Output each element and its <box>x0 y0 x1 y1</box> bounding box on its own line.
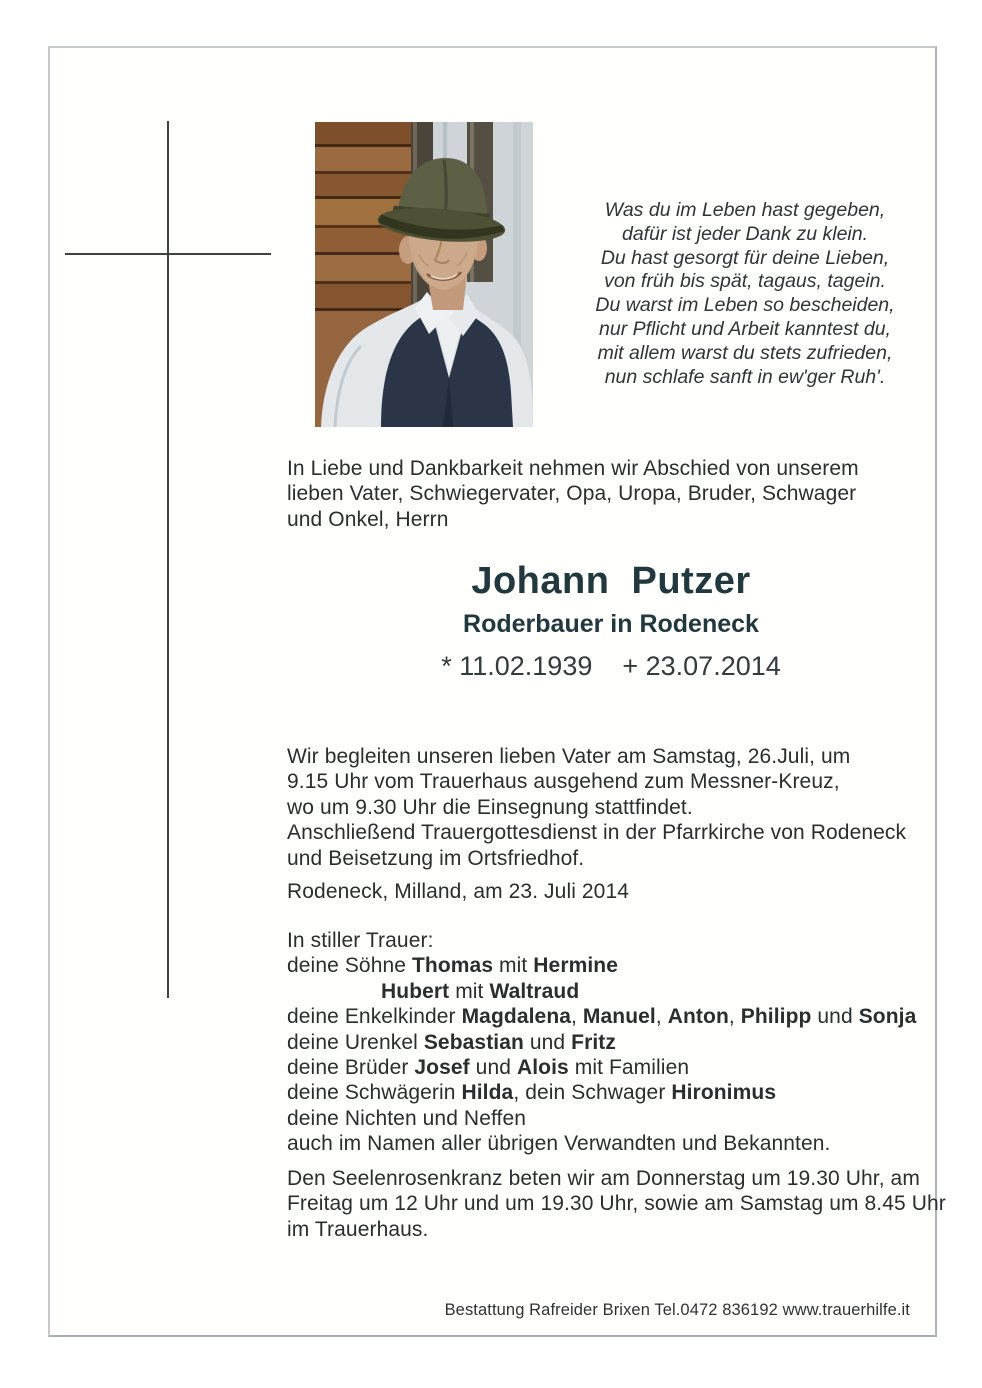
mourner-line: deine Söhne Thomas mit Hermine <box>287 954 619 978</box>
mourners-section <box>287 928 967 1157</box>
mourner-line: deine Brüder Josef und Alois mit Familien <box>287 1056 690 1080</box>
intro-line: und Onkel, Herrn <box>287 507 449 531</box>
mourner-line: deine Enkelkinder Magdalena, Manuel, Anton, Philipp und Sonja <box>287 1005 917 1029</box>
funeral-home-credit: Bestattung Rafreider Brixen Tel.0472 836192 www.trauerhilfe.it <box>444 1301 910 1319</box>
funeral-details <box>287 744 967 871</box>
poem-line: nun schlafe sanft in ew'ger Ruh'. <box>604 365 886 388</box>
poem-line: Du hast gesorgt für deine Lieben, <box>600 246 890 269</box>
mourner-line: auch im Namen aller übrigen Verwandten und Bekannten. <box>287 1132 831 1156</box>
rosary-line: Den Seelenrosenkranz beten wir am Donnerstag um 19.30 Uhr, am <box>287 1167 920 1190</box>
mourner-line: Hubert mit Waltraud <box>381 979 580 1003</box>
rosary-notice <box>287 1166 967 1242</box>
poem-line: von früh bis spät, tagaus, tagein. <box>604 270 886 293</box>
funeral-line: wo um 9.30 Uhr die Einsegnung stattfindet. <box>287 795 693 819</box>
intro-line: lieben Vater, Schwiegervater, Opa, Uropa, Bruder, Schwager <box>287 482 857 506</box>
poem-line: nur Pflicht und Arbeit kanntest du, <box>599 317 891 340</box>
deceased-name: Johann Putzer <box>471 560 751 602</box>
place-dateline: Rodeneck, Milland, am 23. Juli 2014 <box>287 880 630 903</box>
cross-icon-bar <box>65 253 271 255</box>
poem-line: Du warst im Leben so bescheiden, <box>595 294 895 317</box>
deceased-subtitle: Roderbauer in Rodeneck <box>463 610 759 638</box>
mourner-line: deine Urenkel Sebastian und Fritz <box>287 1030 616 1054</box>
mourners-heading: In stiller Trauer: <box>287 929 434 952</box>
poem-line: dafür ist jeder Dank zu klein. <box>621 222 869 245</box>
death-date: + 23.07.2014 <box>622 651 781 681</box>
deceased-block <box>286 558 936 683</box>
funeral-line: und Beisetzung im Ortsfriedhof. <box>287 846 585 870</box>
portrait-photo <box>315 122 533 427</box>
funeral-line: Wir begleiten unseren lieben Vater am Samstag, 26.Juli, um <box>287 745 851 768</box>
poem-line: mit allem warst du stets zufrieden, <box>597 341 893 364</box>
mourners-list <box>287 953 967 1156</box>
mourner-line: deine Nichten und Neffen <box>287 1106 527 1130</box>
poem-line: Was du im Leben hast gegeben, <box>604 199 886 221</box>
mourner-line: deine Schwägerin Hilda, dein Schwager Hironimus <box>287 1081 777 1105</box>
intro-line: In Liebe und Dankbarkeit nehmen wir Abschied von unserem <box>287 457 859 480</box>
rosary-line: Freitag um 12 Uhr und um 19.30 Uhr, sowie am Samstag um 8.45 Uhr <box>287 1192 946 1216</box>
funeral-line: Anschließend Trauergottesdienst in der Pfarrkirche von Rodeneck <box>287 821 907 845</box>
farewell-intro <box>287 456 967 532</box>
funeral-line: 9.15 Uhr vom Trauerhaus ausgehend zum Messner-Kreuz, <box>287 770 840 794</box>
life-dates <box>286 649 936 683</box>
birth-date: * 11.02.1939 <box>441 651 593 681</box>
rosary-line: im Trauerhaus. <box>287 1217 429 1241</box>
memorial-poem <box>565 199 925 389</box>
